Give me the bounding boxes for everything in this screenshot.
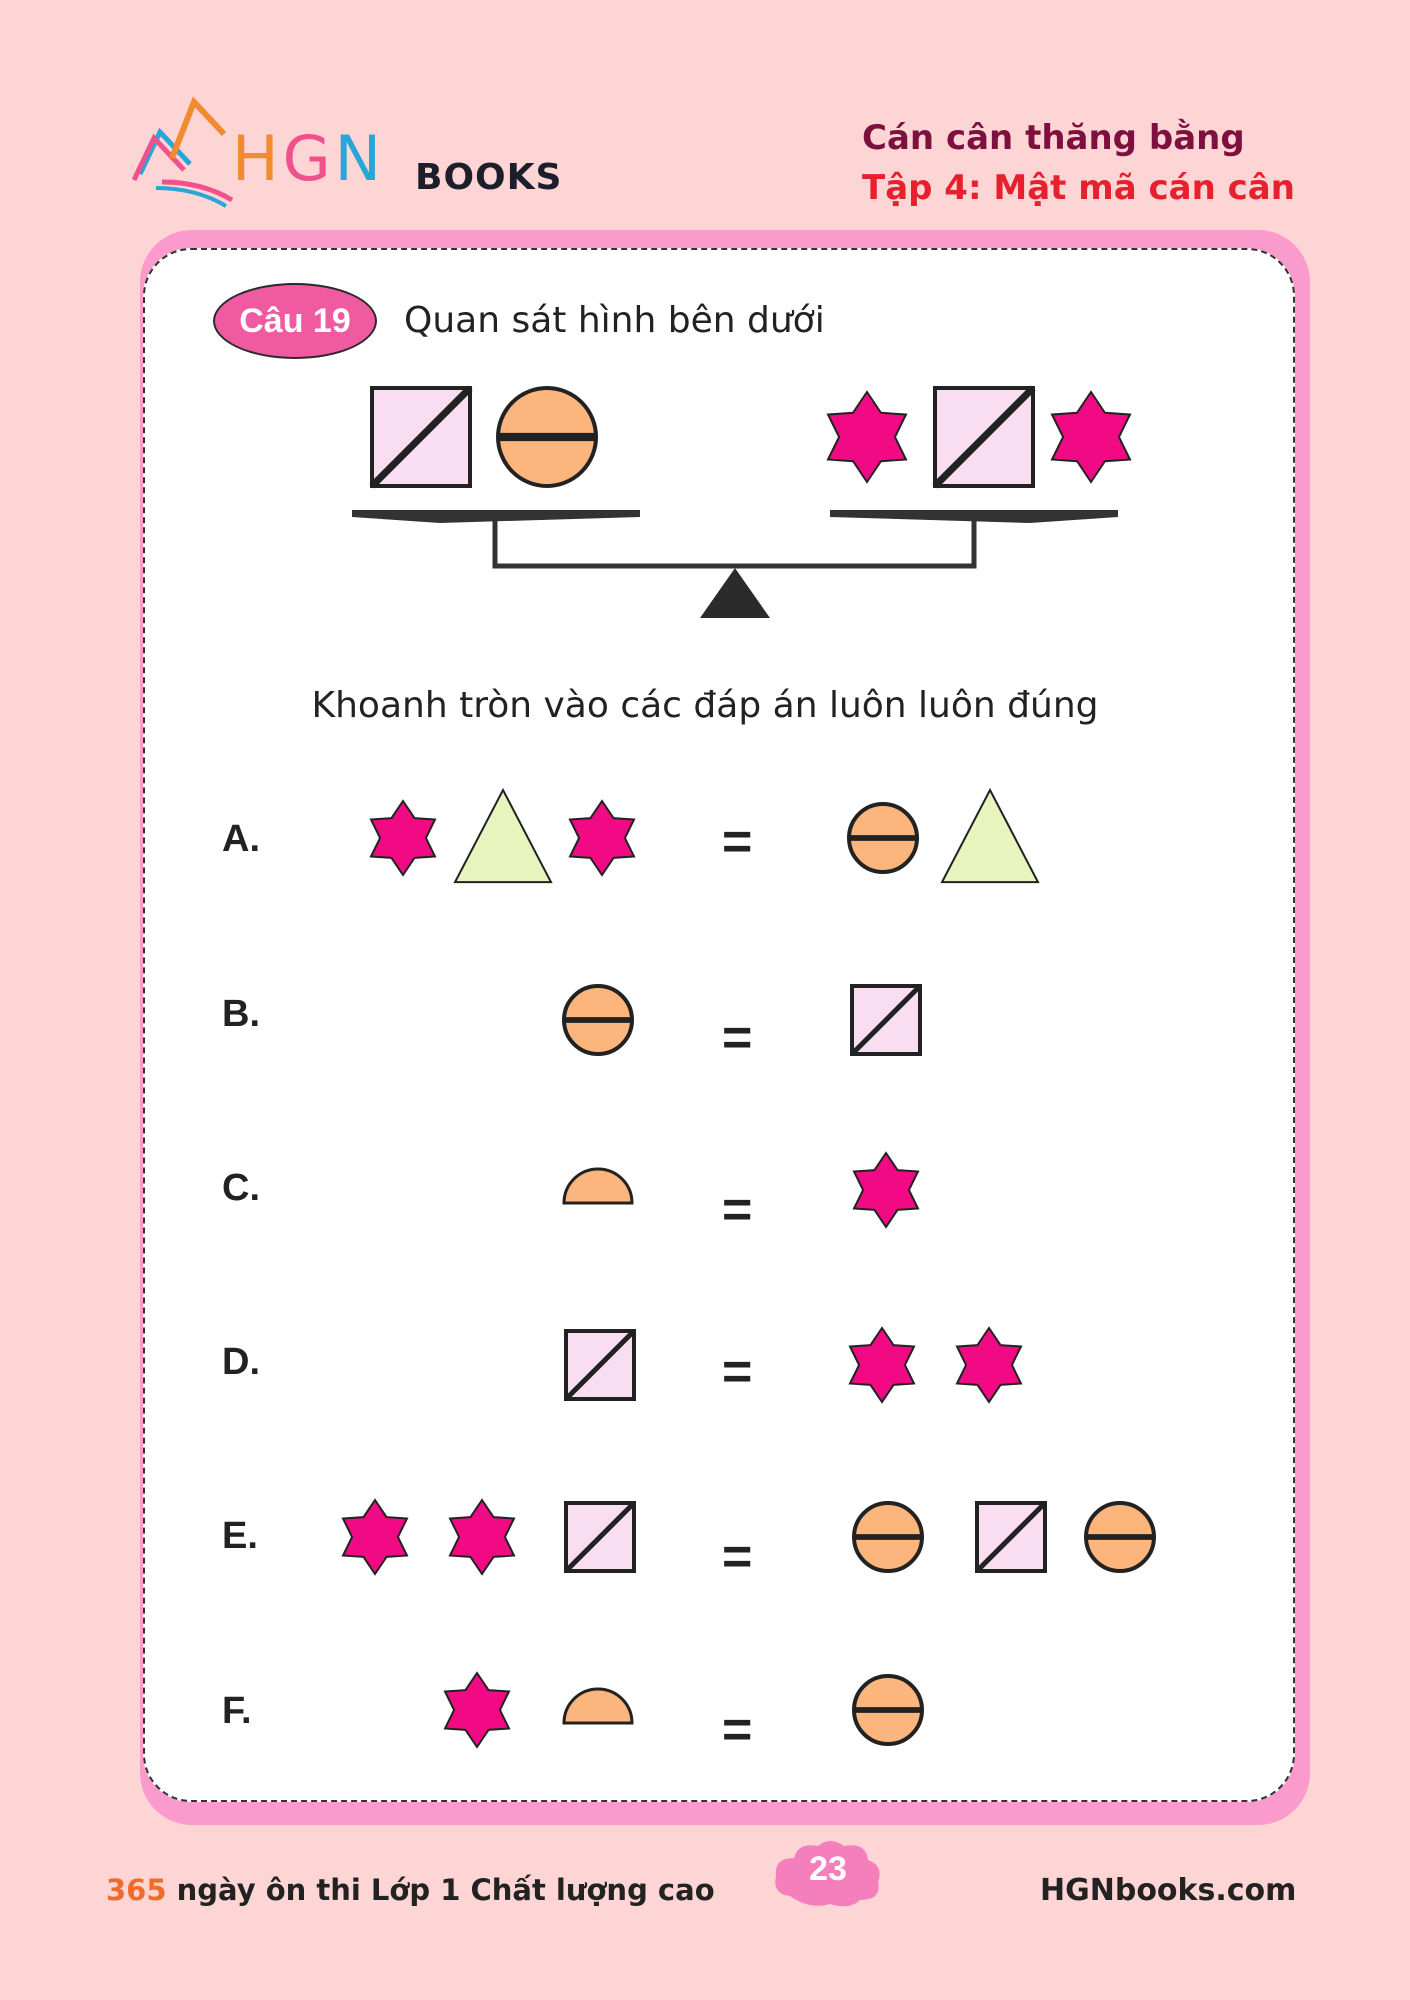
circle-icon [556, 978, 640, 1062]
footer-text: ngày ôn thi Lớp 1 Chất lượng cao [166, 1873, 715, 1907]
option-e-equals: = [722, 1528, 753, 1586]
circle-icon [846, 1668, 930, 1752]
square-icon [558, 1323, 642, 1407]
footer-number: 365 [106, 1873, 167, 1907]
star-icon [439, 1494, 525, 1580]
square-icon [969, 1495, 1053, 1579]
question-badge: Câu 19 [213, 283, 377, 359]
square-icon [558, 1495, 642, 1579]
star-icon [816, 386, 918, 488]
page-number: 23 [809, 1850, 847, 1888]
series-title: Cán cân thăng bằng [862, 118, 1245, 158]
option-e-label[interactable]: E. [222, 1515, 258, 1557]
instruction-text: Khoanh tròn vào các đáp án luôn luôn đúng [311, 685, 1099, 726]
option-d-label[interactable]: D. [222, 1341, 260, 1383]
option-d-equals: = [722, 1343, 753, 1401]
footer-tagline [106, 1873, 715, 1907]
star-icon [1040, 386, 1142, 488]
star-icon [360, 795, 446, 881]
logo-books-text: BOOKS [415, 157, 563, 198]
option-a-label[interactable]: A. [222, 818, 260, 860]
option-a-equals: = [722, 813, 753, 871]
triangle-icon [449, 784, 557, 892]
square-icon [927, 380, 1041, 494]
logo-letter-h: H [232, 122, 283, 195]
circle-icon [490, 380, 604, 494]
logo-letter-n: N [334, 122, 386, 195]
option-b-equals: = [722, 1009, 753, 1067]
triangle-icon [936, 784, 1044, 892]
logo-letter-g: G [282, 122, 335, 195]
star-icon [559, 795, 645, 881]
option-b-label[interactable]: B. [222, 993, 260, 1035]
balance-scale-icon [350, 500, 1130, 625]
star-icon [843, 1147, 929, 1233]
option-f-equals: = [722, 1701, 753, 1759]
footer-website: HGNbooks.com [1040, 1873, 1297, 1908]
square-icon [364, 380, 478, 494]
option-c-equals: = [722, 1181, 753, 1239]
option-c-label[interactable]: C. [222, 1167, 260, 1209]
logo-wordmark [232, 122, 386, 195]
volume-title: Tập 4: Mật mã cán cân [862, 168, 1295, 208]
half-circle-icon [556, 1668, 640, 1752]
star-icon [839, 1322, 925, 1408]
circle-icon [846, 1495, 930, 1579]
circle-icon [841, 796, 925, 880]
option-f-label[interactable]: F. [222, 1690, 252, 1732]
half-circle-icon [556, 1148, 640, 1232]
star-icon [434, 1667, 520, 1753]
star-icon [332, 1494, 418, 1580]
question-prompt: Quan sát hình bên dưới [404, 300, 825, 341]
square-icon [844, 978, 928, 1062]
circle-icon [1078, 1495, 1162, 1579]
star-icon [946, 1322, 1032, 1408]
